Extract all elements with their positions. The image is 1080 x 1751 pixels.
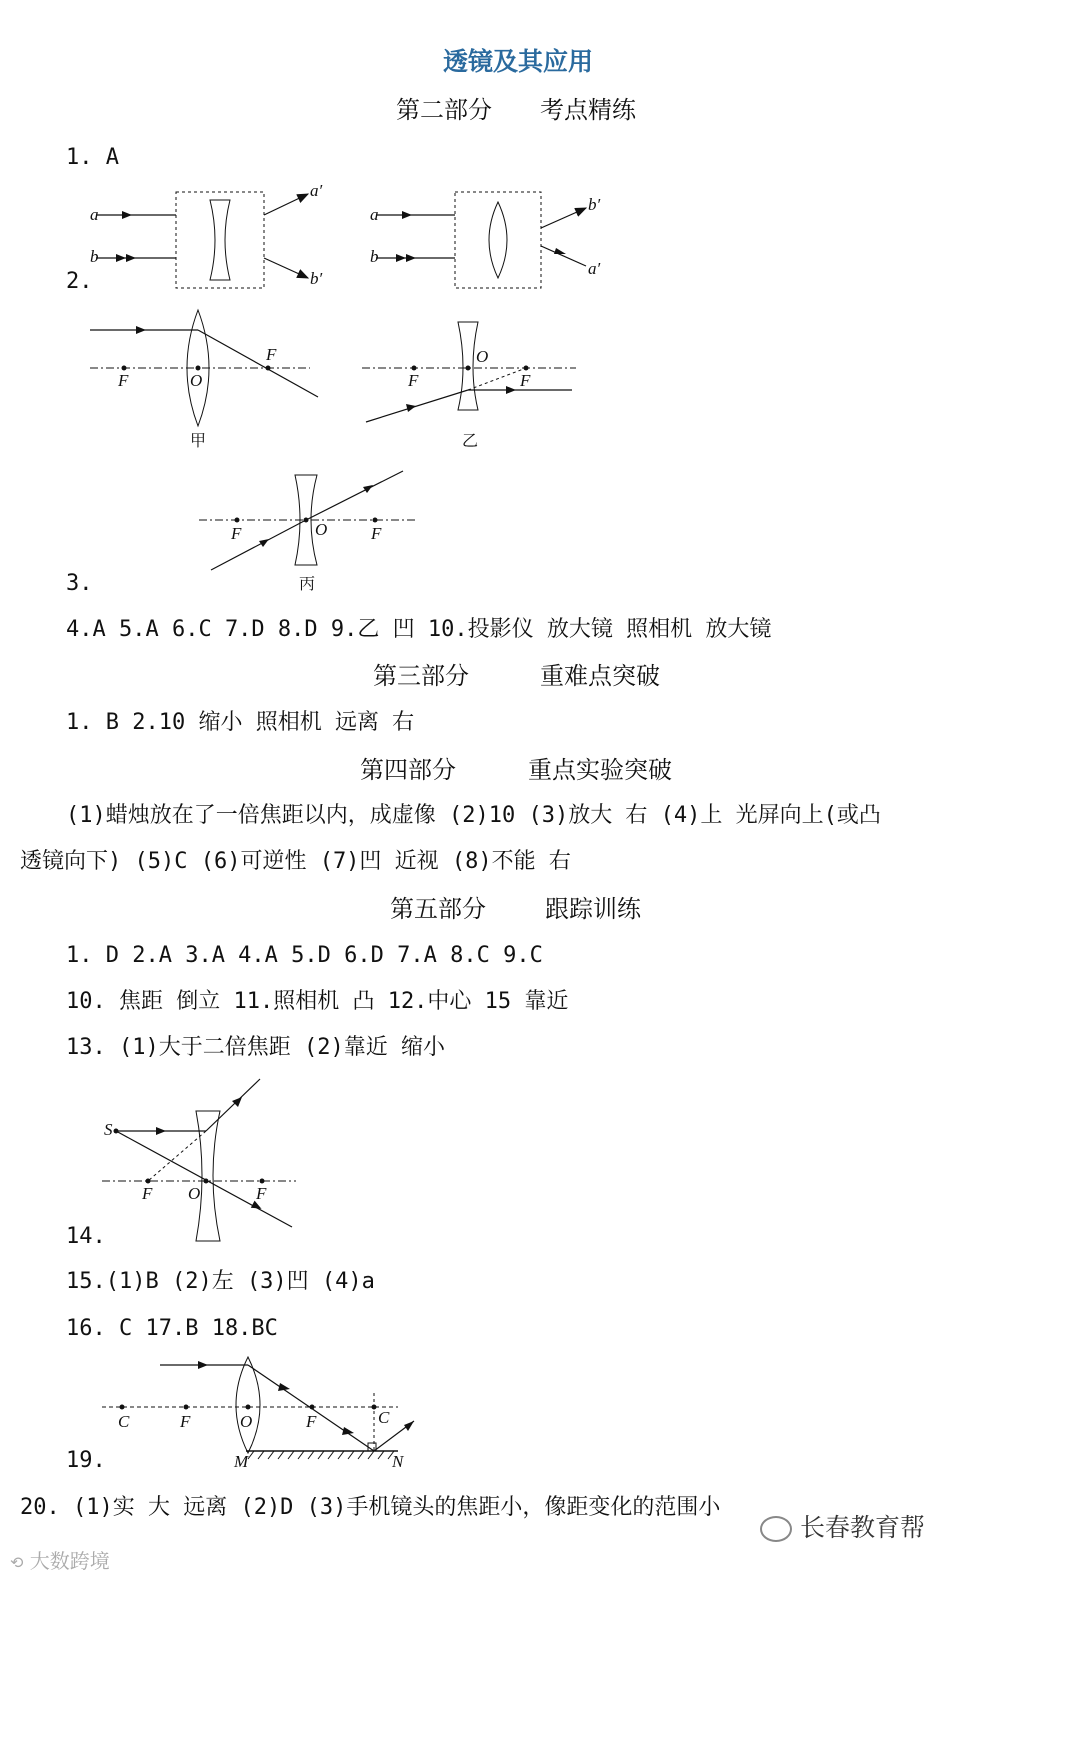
- label-F: F: [256, 1184, 267, 1203]
- ray-a-out: [264, 194, 308, 215]
- figure-2-lenses: [80, 300, 600, 450]
- label-O: O: [190, 371, 203, 390]
- label-F: F: [520, 371, 531, 390]
- watermark-left-text: 大数跨境: [29, 1549, 110, 1573]
- central-ray: [116, 1131, 292, 1227]
- incident-ray: [366, 390, 468, 422]
- section5-line16: 16. C 17.B 18.BC: [66, 1316, 278, 1341]
- section4-line2: 透镜向下) (5)C (6)可逆性 (7)凹 近视 (8)不能 右: [20, 849, 571, 874]
- answer-2-label: 2.: [66, 269, 93, 294]
- label-F: F: [231, 524, 242, 543]
- label-C: C: [118, 1412, 130, 1431]
- label-O: O: [240, 1412, 253, 1431]
- dashed-box: [455, 192, 541, 288]
- label-F: F: [142, 1184, 153, 1203]
- ray-b-out: [264, 258, 308, 278]
- caption-jia: 甲: [190, 431, 207, 450]
- caption-bing: 丙: [299, 574, 316, 593]
- ray-b-out: [541, 208, 586, 228]
- figure-19: [98, 1353, 418, 1473]
- watermark-right: [760, 1508, 925, 1544]
- ray-a-out: [541, 246, 586, 266]
- label-F: F: [118, 371, 129, 390]
- label-O: O: [315, 520, 328, 539]
- figure-14: [98, 1075, 298, 1245]
- label-a: a: [370, 205, 379, 224]
- extension-line: [148, 1131, 206, 1181]
- section4-header-name: 重点实验突破: [528, 756, 672, 784]
- section5-line15: 15.(1)B (2)左 (3)凹 (4)a: [66, 1269, 375, 1294]
- label-b-prime: b′: [588, 195, 601, 214]
- answer-1: 1. A: [66, 145, 119, 170]
- answers-4-10: 4.A 5.A 6.C 7.D 8.D 9.乙 凹 10.投影仪 放大镜 照相机 放大镜: [66, 617, 772, 642]
- refracted-ray: [198, 330, 318, 397]
- dashed-box: [176, 192, 264, 288]
- extension-line: [468, 368, 526, 390]
- figure-2: [80, 178, 640, 298]
- section3-header-name: 重难点突破: [540, 662, 660, 690]
- label-O: O: [188, 1184, 201, 1203]
- answer-3-label: 3.: [66, 571, 93, 596]
- label-a: a: [90, 205, 99, 224]
- section5-line2: 10. 焦距 倒立 11.照相机 凸 12.中心 15 靠近: [66, 989, 569, 1014]
- label-F: F: [371, 524, 382, 543]
- label-S: S: [104, 1120, 113, 1139]
- label-b-prime: b′: [310, 269, 323, 288]
- caption-yi: 乙: [462, 431, 479, 450]
- answer-19-label: 19.: [66, 1448, 106, 1473]
- section4-header-part: 第四部分: [360, 756, 456, 784]
- section5-line1: 1. D 2.A 3.A 4.A 5.D 6.D 7.A 8.C 9.C: [66, 943, 543, 968]
- figure-3: [195, 465, 425, 595]
- section5-line3: 13. (1)大于二倍焦距 (2)靠近 缩小: [66, 1035, 445, 1060]
- label-M: M: [234, 1452, 249, 1471]
- incident-ray: [211, 520, 306, 570]
- label-F: F: [306, 1412, 317, 1431]
- section2-header-name: 考点精练: [540, 96, 636, 124]
- label-b: b: [370, 247, 379, 266]
- label-F: F: [266, 345, 277, 364]
- label-O: O: [476, 347, 489, 366]
- mirror-hatching: [248, 1451, 394, 1459]
- watermark-left: [10, 1545, 110, 1574]
- section5-header-name: 跟踪训练: [545, 895, 641, 923]
- answer-14-label: 14.: [66, 1224, 106, 1249]
- refracted-ray: [306, 471, 403, 520]
- refracted-ray: [206, 1079, 260, 1131]
- section3-header-part: 第三部分: [373, 662, 469, 690]
- watermark-logo-icon: ⟲: [10, 1553, 24, 1572]
- section4-line1: (1)蜡烛放在了一倍焦距以内，成虚像 (2)10 (3)放大 右 (4)上 光屏向上(或凸: [66, 803, 881, 828]
- label-C: C: [378, 1408, 390, 1427]
- concave-lens-icon: [210, 200, 230, 280]
- label-a-prime: a′: [310, 181, 323, 200]
- page-title: 透镜及其应用: [443, 47, 594, 76]
- section2-header-part: 第二部分: [396, 96, 492, 124]
- section5-header-part: 第五部分: [390, 895, 486, 923]
- wechat-icon: [760, 1516, 792, 1542]
- watermark-right-text: 长春教育帮: [800, 1513, 926, 1542]
- label-F: F: [180, 1412, 191, 1431]
- label-b: b: [90, 247, 99, 266]
- label-a-prime: a′: [588, 259, 601, 278]
- label-F: F: [408, 371, 419, 390]
- label-N: N: [392, 1452, 404, 1471]
- section5-line20: 20. (1)实 大 远离 (2)D (3)手机镜头的焦距小，像距变化的范围小: [20, 1495, 721, 1520]
- section3-answers: 1. B 2.10 缩小 照相机 远离 右: [66, 710, 415, 735]
- convex-lens-icon: [489, 202, 507, 278]
